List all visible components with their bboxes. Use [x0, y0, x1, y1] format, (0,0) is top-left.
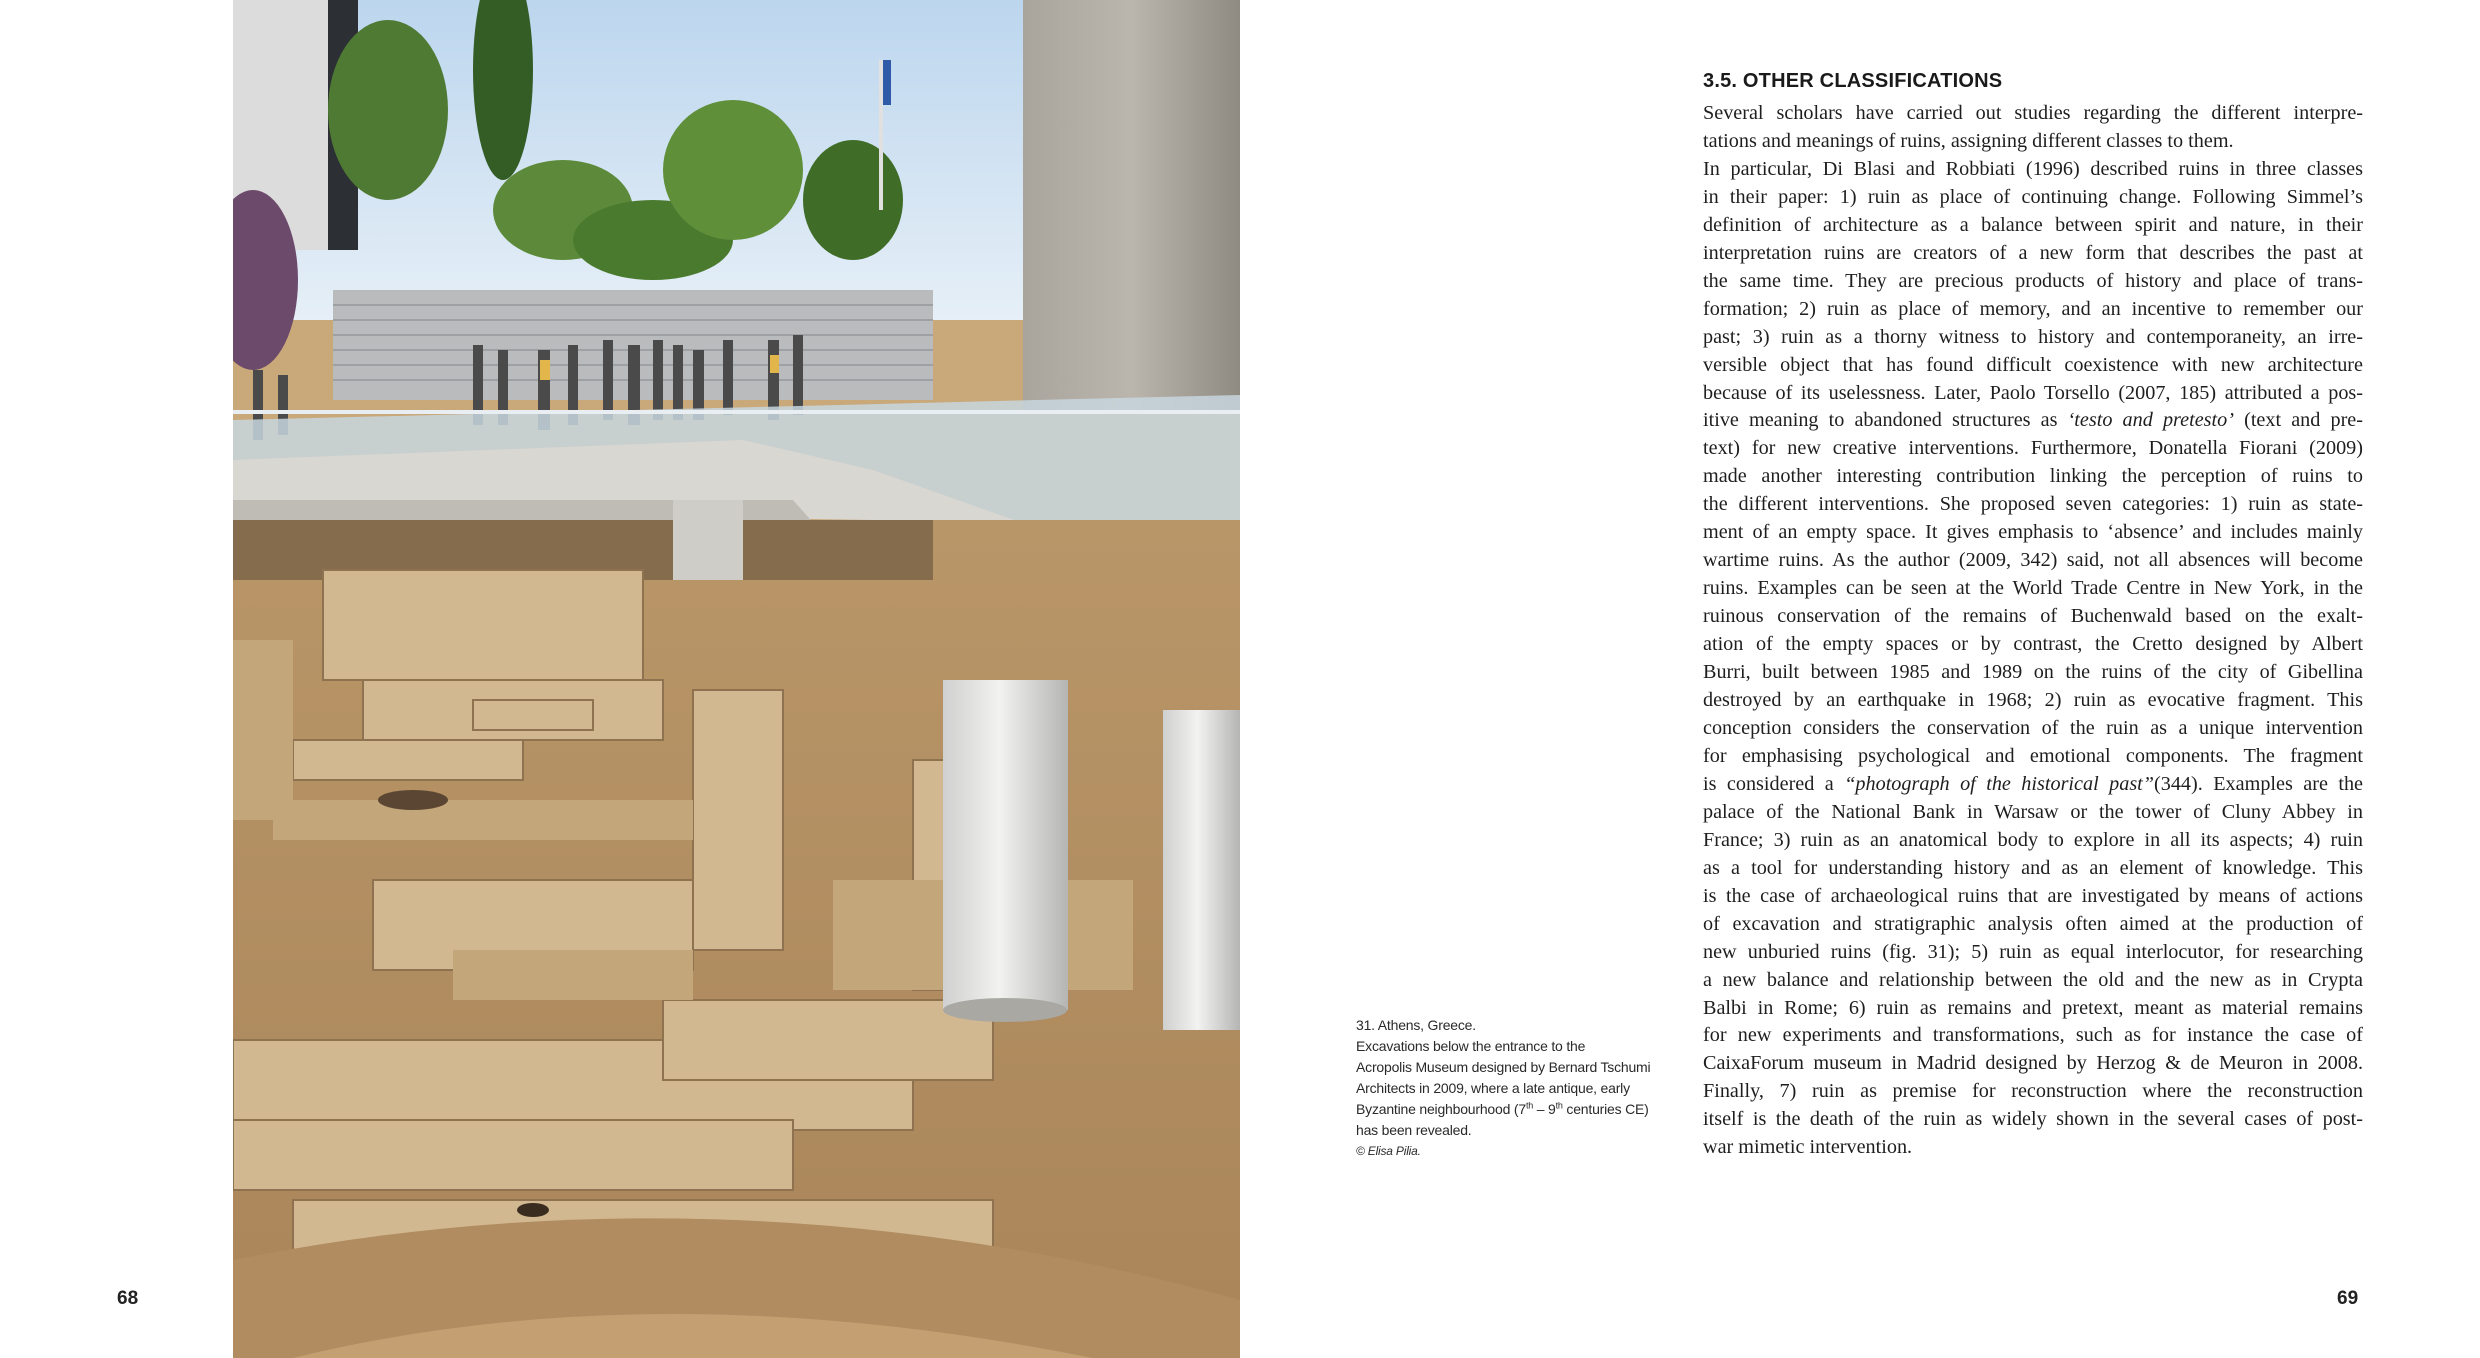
text-line: because of its uselessness. Later, Paolo Torsello (2007, 185) attributed a pos- [1703, 381, 2363, 404]
text-line: interpretation ruins are creators of a new form that describes the past at [1703, 241, 2363, 264]
text-line: ment of an empty space. It gives emphasis to ‘absence’ and includes mainly [1703, 521, 2363, 544]
page-number-right: 69 [2337, 1288, 2359, 1309]
text-line: in their paper: 1) ruin as place of continuing change. Following Simmel’s [1703, 185, 2363, 208]
text-line: for emphasising psychological and emotional components. The fragment [1703, 744, 2363, 767]
photo-credit: © Elisa Pilia. [1356, 1144, 1421, 1158]
text-line: of excavation and stratigraphic analysis often aimed at the production of [1703, 912, 2363, 935]
text-line: In particular, Di Blasi and Robbiati (1996) described ruins in three classes [1703, 157, 2363, 180]
text-line: itself is the death of the ruin as widely shown in the several cases of post- [1703, 1108, 2363, 1131]
text-line: is the case of archaeological ruins that are investigated by means of actions [1703, 884, 2363, 907]
text-line: is considered a “photograph of the historical past”(344). Examples are the [1703, 772, 2364, 795]
caption-line: 31. Athens, Greece. [1356, 1017, 1476, 1033]
text-line: CaixaForum museum in Madrid designed by Herzog & de Meuron in 2008. [1703, 1052, 2363, 1075]
text-line: Balbi in Rome; 6) ruin as remains and pretext, meant as material remains [1703, 996, 2363, 1019]
text-line: made another interesting contribution linking the perception of ruins to [1703, 465, 2363, 488]
caption-line: Architects in 2009, where a late antique, early [1356, 1080, 1630, 1096]
text-line: as a tool for understanding history and as an element of knowledge. This [1703, 856, 2363, 879]
text-line: past; 3) ruin as a thorny witness to history and contemporaneity, an irre- [1703, 325, 2363, 348]
text-line: palace of the National Bank in Warsaw or the tower of Cluny Abbey in [1703, 800, 2363, 823]
text-line: versible object that has found difficult coexistence with new architecture [1703, 353, 2363, 376]
text-line: formation; 2) ruin as place of memory, and an incentive to remember our [1703, 297, 2363, 320]
caption-line: Excavations below the entrance to the [1356, 1038, 1586, 1054]
text-line: destroyed by an earthquake in 1968; 2) ruin as evocative fragment. This [1703, 689, 2363, 712]
text-line: ruins. Examples can be seen at the World Trade Centre in New York, in the [1703, 577, 2363, 600]
text-line: Several scholars have carried out studies regarding the different interpre- [1703, 102, 2363, 124]
text-line: for new experiments and transformations, such as for instance the case of [1703, 1024, 2363, 1047]
text-line: tations and meanings of ruins, assigning different classes to them. [1703, 129, 2234, 152]
text-line: new unburied ruins (fig. 31); 5) ruin as equal interlocutor, for researching [1703, 940, 2363, 963]
text-line: wartime ruins. As the author (2009, 342) said, not all absences will become [1703, 549, 2363, 572]
text-line: the same time. They are precious products of history and place of trans- [1703, 269, 2363, 292]
text-line: conception considers the conservation of the ruin as a unique intervention [1703, 716, 2363, 739]
text-line: France; 3) ruin as an anatomical body to explore in all its aspects; 4) ruin [1703, 828, 2363, 851]
body-text [1703, 100, 2363, 1162]
excavation-photo [233, 0, 1240, 1358]
caption-line: Byzantine neighbourhood (7th – 9th centuries CE) [1356, 1100, 1649, 1117]
section-heading: 3.5. OTHER CLASSIFICATIONS [1703, 70, 2003, 92]
caption-line: Acropolis Museum designed by Bernard Tschumi [1356, 1059, 1651, 1075]
text-line: ation of the empty spaces or by contrast, the Cretto designed by Albert [1703, 633, 2363, 656]
text-line: a new balance and relationship between the old and the new as in Crypta [1703, 968, 2363, 991]
caption-line: has been revealed. [1356, 1122, 1472, 1138]
text-line: Burri, built between 1985 and 1989 on the ruins of the city of Gibellina [1703, 661, 2363, 684]
text-line: text) for new creative interventions. Furthermore, Donatella Fiorani (2009) [1703, 437, 2363, 460]
text-line: itive meaning to abandoned structures as ‘testo and pretesto’ (text and pre- [1703, 409, 2363, 432]
page-number-left: 68 [117, 1288, 139, 1309]
text-line: the different interventions. She proposed seven categories: 1) ruin as state- [1703, 493, 2363, 516]
text-line: ruinous conservation of the remains of Buchenwald based on the exalt- [1703, 605, 2363, 628]
figure-caption [1356, 1015, 1656, 1162]
text-line: Finally, 7) ruin as premise for reconstruction where the reconstruction [1703, 1080, 2363, 1103]
text-line: war mimetic intervention. [1703, 1136, 1913, 1159]
text-line: definition of architecture as a balance between spirit and nature, in their [1703, 213, 2363, 236]
